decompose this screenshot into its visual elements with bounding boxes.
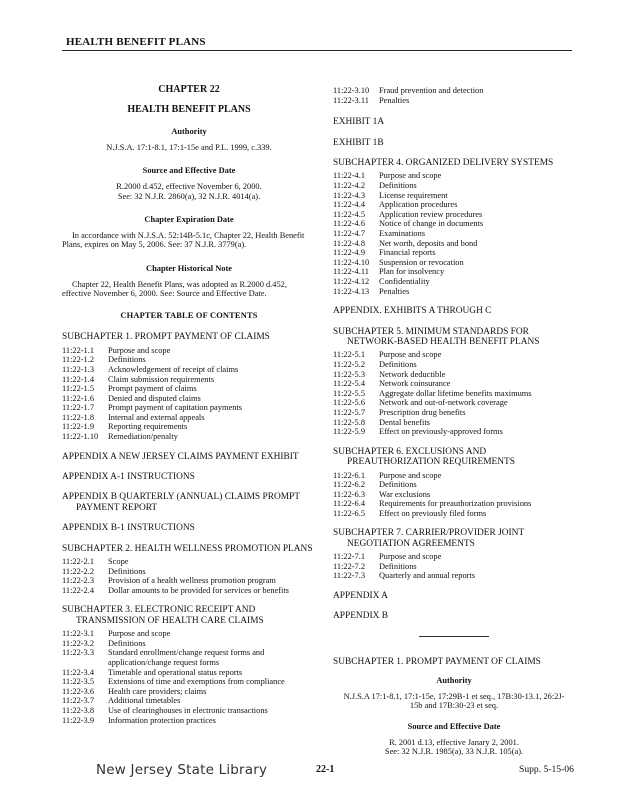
toc-subchapter-6[interactable]: SUBCHAPTER 6. EXCLUSIONS AND PREAUTHORIZATION REQUIREMENTS [333, 446, 515, 468]
toc-subchapter-2[interactable]: SUBCHAPTER 2. HEALTH WELLNESS PROMOTION PLANS [62, 543, 313, 554]
toc-entry[interactable] [333, 248, 575, 258]
toc-entry[interactable] [333, 219, 575, 229]
section-number: 11:22-3.11 [333, 95, 369, 105]
section-number: 11:22-3.2 [62, 638, 95, 648]
section-number: 11:22-5.7 [333, 407, 366, 417]
section-number: 11:22-1.8 [62, 412, 95, 422]
section-title: Suspension or revocation [379, 257, 464, 267]
section-title: Use of clearinghouses in electronic transactions [108, 706, 268, 716]
section-title: License requirement [379, 190, 448, 200]
section-title: Acknowledgement of receipt of claims [108, 364, 239, 374]
section-number: 11:22-4.11 [333, 267, 369, 277]
toc-entry[interactable] [333, 471, 575, 481]
section-title: Definitions [108, 355, 146, 365]
toc-subchapter-1[interactable]: SUBCHAPTER 1. PROMPT PAYMENT OF CLAIMS [62, 332, 270, 343]
section-title: Provision of a health wellness promotion program [108, 576, 276, 586]
toc-appendix-a-sub7[interactable]: APPENDIX A [333, 591, 388, 602]
toc-entry[interactable] [62, 365, 316, 375]
section-number: 11:22-2.3 [62, 576, 95, 586]
source-line-1: R.2000 d.452, effective November 6, 2000. [116, 181, 262, 191]
toc-entry[interactable] [62, 639, 316, 649]
section-title: Definitions [379, 359, 417, 369]
section-number: 11:22-3.1 [62, 629, 95, 639]
section-title: War exclusions [379, 489, 431, 499]
body-source-line-1: R. 2001 d.13, effective Janary 2, 2001. [389, 737, 519, 747]
section-title: Confidentiality [379, 276, 430, 286]
toc-subchapter-1-list [62, 346, 316, 442]
body-source-heading: Source and Effective Date [407, 722, 501, 732]
section-number: 11:22-2.4 [62, 585, 95, 595]
section-number: 11:22-4.4 [333, 200, 366, 210]
section-title: Standard enrollment/change request forms and application/change request forms [108, 648, 265, 668]
section-title: Purpose and scope [108, 345, 171, 355]
section-number: 11:22-2.1 [62, 557, 95, 567]
toc-appendix-b1[interactable]: APPENDIX B-1 INSTRUCTIONS [62, 523, 195, 534]
section-title: Purpose and scope [379, 470, 442, 480]
section-title: Dental benefits [379, 417, 430, 427]
section-title: Definitions [108, 566, 146, 576]
section-number: 11:22-1.3 [62, 364, 95, 374]
section-title: Definitions [379, 561, 417, 571]
section-number: 11:22-1.2 [62, 355, 95, 365]
section-number: 11:22-5.3 [333, 369, 366, 379]
section-title: Definitions [379, 181, 417, 190]
section-number: 11:22-3.10 [333, 86, 370, 95]
section-title: Fraud prevention and detection [379, 86, 484, 95]
right-column [333, 86, 575, 768]
section-title: Effect on previously-approved forms [379, 427, 503, 437]
toc-entry[interactable] [333, 181, 575, 191]
toc-entry[interactable] [333, 562, 575, 572]
toc-entry[interactable] [333, 258, 575, 268]
section-number: 11:22-4.8 [333, 238, 366, 248]
toc-entry[interactable] [62, 648, 316, 667]
section-title: Information protection practices [108, 715, 216, 725]
section-title: Definitions [379, 480, 417, 490]
section-number: 11:22-7.2 [333, 561, 366, 571]
toc-subchapter-5-list [333, 350, 575, 436]
toc-entry[interactable] [333, 267, 575, 277]
toc-entry[interactable] [333, 191, 575, 201]
section-title: Timetable and operational status reports [108, 667, 243, 677]
section-title: Notice of change in documents [379, 219, 484, 229]
body-subchapter-1-heading: SUBCHAPTER 1. PROMPT PAYMENT OF CLAIMS [333, 656, 541, 667]
section-title: Penalties [379, 286, 410, 296]
toc-entry[interactable] [62, 586, 316, 596]
toc-entry[interactable] [62, 677, 316, 687]
section-title: Penalties [379, 95, 410, 105]
section-title: Purpose and scope [108, 629, 171, 639]
section-title: Network and out-of-network coverage [379, 398, 508, 408]
toc-appendix-b-sub7[interactable]: APPENDIX B [333, 611, 388, 622]
toc-entry[interactable] [62, 687, 316, 697]
section-number: 11:22-6.4 [333, 499, 366, 509]
section-title: Effect on previously filed forms [379, 508, 487, 518]
section-title: Quarterly and annual reports [379, 571, 476, 581]
authority-text: N.J.S.A. 17:1-8.1, 17:1-15e and P.L. 1999, c.339. [106, 142, 272, 152]
section-number: 11:22-3.6 [62, 686, 95, 696]
toc-entry[interactable] [333, 490, 575, 500]
section-number: 11:22-1.5 [62, 384, 95, 394]
chapter-title: CHAPTER 22 [158, 84, 220, 95]
section-number: 11:22-3.9 [62, 715, 95, 725]
toc-entry[interactable] [333, 480, 575, 490]
toc-entry[interactable] [333, 86, 575, 96]
toc-entry[interactable] [62, 355, 316, 365]
section-title: Scope [108, 557, 129, 567]
section-number: 11:22-4.10 [333, 257, 370, 267]
section-title: Purpose and scope [379, 171, 442, 181]
section-title: Denied and disputed claims [108, 393, 201, 403]
section-number: 11:22-4.13 [333, 286, 370, 296]
toc-appendix-b[interactable]: APPENDIX B QUARTERLY (ANNUAL) CLAIMS PROMPT PAYMENT REPORT [62, 492, 300, 513]
toc-entry[interactable] [333, 398, 575, 408]
toc-entry[interactable] [333, 418, 575, 428]
section-title: Requirements for preauthorization provisions [379, 499, 532, 509]
section-number: 11:22-4.2 [333, 181, 366, 190]
expiration-heading: Chapter Expiration Date [144, 215, 234, 225]
section-title: Reporting requirements [108, 422, 188, 432]
section-number: 11:22-6.2 [333, 480, 366, 490]
section-title: Additional timetables [108, 696, 181, 706]
running-head: HEALTH BENEFIT PLANS [66, 36, 206, 48]
toc-entry[interactable] [62, 394, 316, 404]
toc-exhibit-1a[interactable]: EXHIBIT 1A [333, 117, 385, 128]
toc-entry[interactable] [62, 706, 316, 716]
section-number: 11:22-1.10 [62, 432, 99, 442]
source-text [62, 182, 316, 201]
section-number: 11:22-7.3 [333, 571, 366, 581]
section-number: 11:22-2.2 [62, 566, 95, 576]
toc-subchapter-7[interactable]: SUBCHAPTER 7. CARRIER/PROVIDER JOINT NEGOTIATION AGREEMENTS [333, 528, 524, 549]
section-title: Internal and external appeals [108, 412, 205, 422]
toc-entry[interactable] [62, 567, 316, 577]
section-title: Prompt payment of capitation payments [108, 403, 242, 413]
chapter-subtitle: HEALTH BENEFIT PLANS [127, 103, 251, 115]
body-authority-heading: Authority [436, 676, 472, 686]
toc-entry[interactable] [62, 696, 316, 706]
section-number: 11:22-6.5 [333, 508, 366, 518]
toc-subchapter-3-list [62, 629, 316, 725]
section-number: 11:22-1.1 [62, 345, 95, 355]
toc-entry[interactable] [62, 346, 316, 356]
toc-entry[interactable] [333, 370, 575, 380]
toc-entry[interactable] [333, 229, 575, 239]
toc-entry[interactable] [333, 509, 575, 519]
toc-subchapter-4-list [333, 171, 575, 296]
section-number: 11:22-4.12 [333, 276, 370, 286]
section-title: Plan for insolvency [379, 267, 445, 277]
body-authority-text: N.J.S.A 17:1-8.1, 17:1-15e, 17:29B-1 et seq., 17B:30-13.1, 26:2J-15b and 17B:30-23 et seq. [343, 691, 565, 711]
section-number: 11:22-5.2 [333, 359, 366, 369]
toc-entry[interactable] [62, 668, 316, 678]
toc-entry[interactable] [333, 171, 575, 181]
section-number: 11:22-3.8 [62, 706, 95, 716]
toc-entry[interactable] [333, 360, 575, 370]
supplement-date: Supp. 5-15-06 [519, 764, 574, 775]
toc-entry[interactable] [333, 408, 575, 418]
section-number: 11:22-5.6 [333, 398, 366, 408]
toc-entry[interactable] [333, 200, 575, 210]
section-number: 11:22-3.4 [62, 667, 95, 677]
toc-subchapter-3[interactable]: SUBCHAPTER 3. ELECTRONIC RECEIPT AND TRANSMISSION OF HEALTH CARE CLAIMS [62, 605, 264, 626]
section-number: 11:22-5.1 [333, 350, 366, 360]
toc-entry[interactable] [62, 629, 316, 639]
section-number: 11:22-4.9 [333, 248, 366, 258]
toc-entry[interactable] [333, 552, 575, 562]
section-number: 11:22-4.1 [333, 171, 366, 181]
toc-entry[interactable] [333, 350, 575, 360]
source-line-2: See: 32 N.J.R. 2860(a), 32 N.J.R. 4014(a). [117, 191, 261, 201]
toc-subchapter-3-continued-list [333, 86, 575, 105]
section-number: 11:22-1.6 [62, 393, 95, 403]
section-title: Purpose and scope [379, 350, 442, 360]
section-title: Extensions of time and exemptions from compliance [108, 677, 285, 687]
section-title: Application procedures [379, 200, 458, 210]
section-title: Dollar amounts to be provided for services or benefits [108, 585, 289, 595]
left-column [62, 85, 316, 735]
section-title: Network deductible [379, 369, 446, 379]
toc-subchapter-5[interactable]: SUBCHAPTER 5. MINIMUM STANDARDS FOR NETWORK-BASED HEALTH BENEFIT PLANS [333, 326, 540, 347]
toc-subchapter-4[interactable]: SUBCHAPTER 4. ORGANIZED DELIVERY SYSTEMS [333, 158, 554, 168]
body-source-line-2: See: 32 N.J.R. 1985(a), 33 N.J.R. 105(a). [384, 747, 524, 757]
section-number: 11:22-4.5 [333, 209, 366, 219]
header-rule [62, 50, 572, 51]
section-number: 11:22-5.9 [333, 427, 366, 437]
toc-entry[interactable] [333, 427, 575, 437]
toc-entry[interactable] [62, 413, 316, 423]
section-number: 11:22-4.6 [333, 219, 366, 229]
toc-subchapter-2-list [62, 557, 316, 595]
page-number: 22-1 [316, 764, 335, 775]
section-title: Application review procedures [379, 209, 483, 219]
toc-entry[interactable] [333, 379, 575, 389]
expiration-text: In accordance with N.J.S.A. 52:14B-5.1c, Chapter 22, Health Benefit Plans, expires on May 5, 2006. See: 37 N.J.R. 3779(a). [62, 230, 305, 250]
section-number: 11:22-6.1 [333, 470, 366, 480]
section-number: 11:22-4.7 [333, 228, 366, 238]
toc-entry[interactable] [333, 239, 575, 249]
section-title: Net worth, deposits and bond [379, 238, 478, 248]
toc-heading: CHAPTER TABLE OF CONTENTS [120, 310, 258, 320]
section-number: 11:22-3.7 [62, 696, 95, 706]
section-title: Prescription drug benefits [379, 407, 466, 417]
section-number: 11:22-5.8 [333, 417, 366, 427]
section-title: Financial reports [379, 248, 436, 258]
section-number: 11:22-6.3 [333, 489, 366, 499]
toc-appendix-exhibits[interactable]: APPENDIX. EXHIBITS A THROUGH C [333, 306, 492, 317]
toc-entry[interactable] [333, 571, 575, 581]
section-number: 11:22-1.7 [62, 403, 95, 413]
section-title: Prompt payment of claims [108, 384, 197, 394]
toc-subchapter-7-list [333, 552, 575, 581]
toc-entry[interactable] [333, 96, 575, 106]
section-title: Aggregate dollar lifetime benefits maximums [379, 388, 532, 398]
history-heading: Chapter Historical Note [146, 263, 232, 273]
library-watermark: New Jersey State Library [96, 762, 268, 778]
section-number: 11:22-7.1 [333, 552, 366, 562]
section-number: 11:22-3.3 [62, 648, 95, 658]
toc-entry[interactable] [62, 375, 316, 385]
section-title: Definitions [108, 638, 146, 648]
section-number: 11:22-5.5 [333, 388, 366, 398]
section-title: Claim submission requirements [108, 374, 215, 384]
toc-entry[interactable] [333, 389, 575, 399]
section-title: Examinations [379, 228, 426, 238]
toc-subchapter-6-list [333, 471, 575, 519]
toc-entry[interactable] [62, 422, 316, 432]
history-text: Chapter 22, Health Benefit Plans, was adopted as R.2000 d.452, effective November 6, 2000. See: Source and Effective Date. [62, 279, 287, 299]
section-separator [419, 636, 489, 637]
body-source-text [333, 738, 575, 757]
toc-entry[interactable] [62, 384, 316, 394]
source-heading: Source and Effective Date [142, 166, 236, 176]
section-title: Health care providers; claims [108, 686, 207, 696]
toc-entry[interactable] [333, 277, 575, 287]
toc-entry[interactable] [62, 557, 316, 567]
section-number: 11:22-3.5 [62, 677, 95, 687]
toc-entry[interactable] [62, 716, 316, 726]
section-title: Remediation/penalty [108, 432, 178, 442]
section-title: Network coinsurance [379, 379, 451, 389]
section-number: 11:22-1.9 [62, 422, 95, 432]
toc-entry[interactable] [333, 287, 575, 297]
toc-entry[interactable] [333, 499, 575, 509]
toc-entry[interactable] [333, 210, 575, 220]
toc-appendix-a[interactable]: APPENDIX A NEW JERSEY CLAIMS PAYMENT EXHIBIT [62, 451, 299, 462]
section-number: 11:22-1.4 [62, 374, 95, 384]
section-title: Purpose and scope [379, 552, 442, 562]
toc-entry[interactable] [62, 432, 316, 442]
toc-entry[interactable] [62, 403, 316, 413]
authority-heading: Authority [171, 127, 207, 137]
toc-exhibit-1b[interactable]: EXHIBIT 1B [333, 137, 384, 148]
toc-entry[interactable] [62, 576, 316, 586]
section-number: 11:22-5.4 [333, 379, 366, 389]
toc-appendix-a1[interactable]: APPENDIX A-1 INSTRUCTIONS [62, 472, 195, 483]
section-number: 11:22-4.3 [333, 190, 366, 200]
